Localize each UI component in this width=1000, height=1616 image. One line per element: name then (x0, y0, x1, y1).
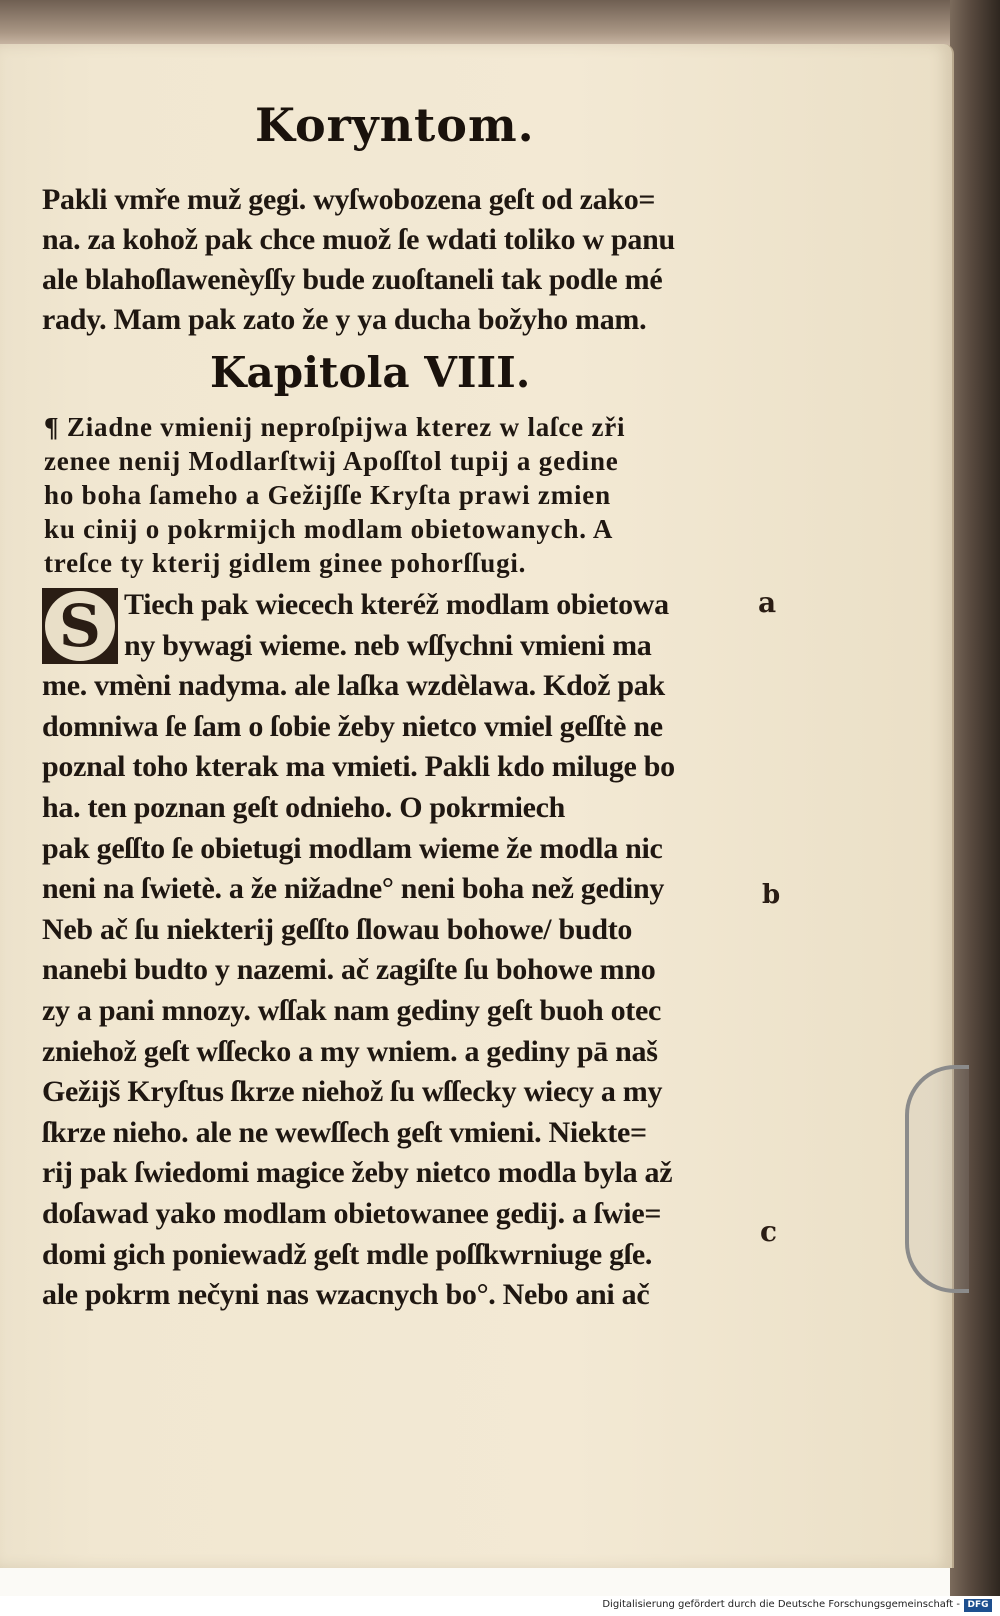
body-line: rij pak ſwiedomi magice žeby nietco modla byla až (42, 1156, 673, 1190)
summary-line: ku cinij o pokrmijch modlam obietowanych. A (44, 514, 614, 544)
body-line: doſawad yako modlam obietowanee gedij. a ſwie= (42, 1196, 662, 1230)
page-clip (905, 1065, 969, 1293)
body-line: neni na ſwietè. a že nižadne° neni boha než gediny (42, 872, 665, 906)
text-line: rady. Mam pak zato že y ya ducha božyho mam. (42, 303, 647, 336)
body-line: ale pokrm nečyni nas wzacnych bo°. Nebo ani ač (42, 1278, 650, 1312)
text-line: Pakli vmře muž gegi. wyſwobozena geſt od zako= (42, 183, 656, 216)
book-edge-right (950, 0, 1000, 1616)
body-line: Tiech pak wiecech kteréž modlam obietowa (124, 588, 669, 621)
body-line: Gežijš Kryſtus ſkrze niehož ſu wſſecky wiecy a my (42, 1075, 663, 1109)
drop-cap-letter: S (45, 591, 115, 661)
body-line: ny bywagi wieme. neb wſſychni vmieni ma (124, 628, 652, 662)
chapter-heading: Kapitola VIII. (210, 348, 531, 397)
summary-line: ¶ Ziadne vmienij neproſpijwa kterez w laſce zři (44, 412, 626, 442)
body-line: domi gich poniewadž geſt mdle poſſkwrniuge gſe. (42, 1237, 653, 1271)
body-line: zniehož geſt wſſecko a my wniem. a gediny pā naš (42, 1034, 658, 1068)
running-head: Koryntom. (255, 98, 535, 152)
body-line: ſkrze nieho. ale ne wewſſech geſt vmieni. Niekte= (42, 1115, 647, 1149)
margin-note-a: a (758, 586, 777, 619)
body-line: Neb ač ſu niekterij geſſto ſlowau bohowe/ budto (42, 912, 633, 946)
text-line: na. za kohož pak chce muož ſe wdati toliko w panu (42, 223, 675, 256)
footer-credit: Digitalisierung gefördert durch die Deutsche Forschungsgemeinschaft - (602, 1599, 960, 1610)
chapter-body (42, 585, 742, 1316)
summary-line: treſce ty kterij gidlem ginee pohorſſugi. (44, 548, 527, 578)
chapter-summary (44, 410, 724, 580)
body-line: poznal toho kterak ma vmieti. Pakli kdo miluge bo (42, 750, 675, 784)
summary-line: ho boha ſameho a Gežijſſe Kryſta prawi zmien (44, 480, 611, 510)
intro-paragraph (42, 180, 732, 340)
body-line: ha. ten poznan geſt odnieho. O pokrmiech (42, 790, 566, 824)
body-line: domniwa ſe ſam o ſobie žeby nietco vmiel geſſtè ne (42, 709, 663, 743)
book-edge-top (0, 0, 1000, 46)
body-line: nanebi budto y nazemi. ač zagiſte ſu bohowe mno (42, 953, 656, 987)
dfg-logo: DFG (964, 1599, 992, 1612)
body-line: pak geſſto ſe obietugi modlam wieme že modla nic (42, 831, 663, 865)
text-line: ale blahoſlawenèyſſy bude zuoſtaneli tak podle mé (42, 263, 663, 296)
summary-line: zenee nenij Modlarſtwij Apoſſtol tupij a gedine (44, 446, 619, 476)
margin-note-c: c (760, 1215, 778, 1248)
body-line: me. vmèni nadyma. ale laſka wzdèlawa. Kdož pak (42, 669, 665, 703)
margin-note-b: b (762, 880, 781, 910)
body-line: zy a pani mnozy. wſſak nam gediny geſt buoh otec (42, 993, 661, 1027)
